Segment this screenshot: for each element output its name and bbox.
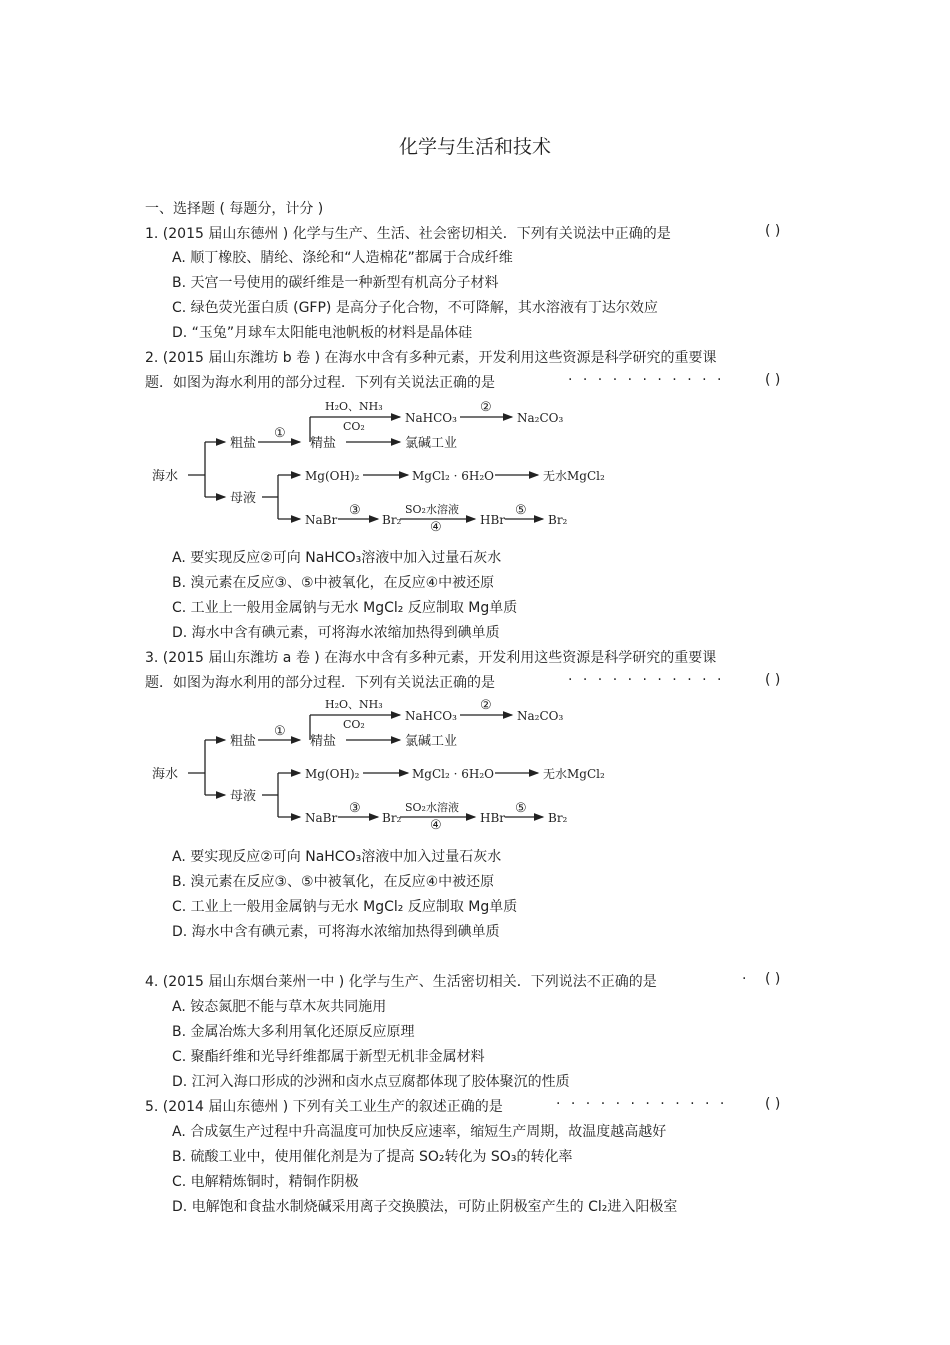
question-4-option-b: B. 金属冶炼大多利用氧化还原反应原理 [172,1024,415,1040]
question-4-answer-paren: ( ) [765,971,781,987]
diagram-so2-solution: SO₂水溶液 [405,503,459,516]
question-2-leader-dots: · · · · · · · · · · · [568,372,725,388]
question-4-leader-dots: · [742,971,750,987]
question-1-option-c: C. 绿色荧光蛋白质 (GFP) 是高分子化合物，不可降解，其水溶液有丁达尔效应 [172,300,658,316]
diagram-step-3: ③ [349,503,361,518]
diagram-step-5: ⑤ [515,503,527,518]
diagram-step-1: ① [274,426,286,441]
seawater-process-diagram-1 [150,397,620,532]
diagram-r1-reagents: H₂O、NH₃ [325,698,383,711]
question-3-answer-paren: ( ) [765,672,781,688]
diagram-r1-co2: CO₂ [343,718,365,731]
diagram-seawater: 海水 [152,767,179,782]
diagram-chlor-alkali: 氯碱工业 [405,734,458,749]
diagram-chlor-alkali: 氯碱工业 [405,436,458,451]
diagram-step-1: ① [274,724,286,739]
question-5-leader-dots: · · · · · · · · · · · · [556,1096,728,1112]
question-2-option-d: D. 海水中含有碘元素，可将海水浓缩加热得到碘单质 [172,625,500,641]
diagram-step-4: ④ [430,818,442,830]
diagram-anhydrous-mgcl2: 无水MgCl₂ [543,767,605,781]
question-3-leader-dots: · · · · · · · · · · · [568,672,725,688]
page-title: 化学与生活和技术 [398,136,551,158]
diagram-nahco3: NaHCO₃ [405,411,457,425]
question-4-option-c: C. 聚酯纤维和光导纤维都属于新型无机非金属材料 [172,1049,485,1065]
question-5-option-c: C. 电解精炼铜时，精铜作阴极 [172,1174,359,1190]
question-1-option-a: A. 顺丁橡胶、腈纶、涤纶和“人造棉花”都属于合成纤维 [172,250,513,266]
diagram-so2-solution: SO₂水溶液 [405,801,459,814]
diagram-step-4: ④ [430,520,442,532]
question-4-option-d: D. 江河入海口形成的沙洲和卤水点豆腐都体现了胶体聚沉的性质 [172,1074,570,1090]
diagram-na2co3: Na₂CO₃ [517,709,564,723]
diagram-br2-a: Br₂ [382,811,402,825]
question-1-option-d: D. “玉兔”月球车太阳能电池帆板的材料是晶体硅 [172,325,473,341]
diagram-refined-salt: 精盐 [310,436,337,451]
diagram-na2co3: Na₂CO₃ [517,411,564,425]
question-2-stem-line1: 2. (2015 届山东潍坊 b 卷 ) 在海水中含有多种元素，开发利用这些资源是科学研究的重要课 [145,350,717,366]
question-2-option-a: A. 要实现反应②可向 NaHCO₃溶液中加入过量石灰水 [172,550,502,566]
diagram-step-3: ③ [349,801,361,816]
diagram-step-5: ⑤ [515,801,527,816]
question-3-stem-line2: 题．如图为海水利用的部分过程．下列有关说法正确的是 [145,675,495,691]
question-2-answer-paren: ( ) [765,372,781,388]
diagram-mother-liquor: 母液 [230,491,257,506]
diagram-anhydrous-mgcl2: 无水MgCl₂ [543,469,605,483]
seawater-process-diagram-2 [150,695,620,830]
diagram-mgoh2: Mg(OH)₂ [305,767,360,781]
diagram-r1-reagents: H₂O、NH₃ [325,400,383,413]
diagram-refined-salt: 精盐 [310,734,337,749]
diagram-seawater: 海水 [152,469,179,484]
diagram-mother-liquor: 母液 [230,789,257,804]
diagram-nabr: NaBr [305,513,338,527]
diagram-step-2: ② [480,698,492,713]
diagram-r1-co2: CO₂ [343,420,365,433]
question-2-stem-line2: 题．如图为海水利用的部分过程．下列有关说法正确的是 [145,375,495,391]
diagram-br2-a: Br₂ [382,513,402,527]
question-5-stem: 5. (2014 届山东德州 ) 下列有关工业生产的叙述正确的是 [145,1099,503,1115]
question-5-option-b: B. 硫酸工业中，使用催化剂是为了提高 SO₂转化为 SO₃的转化率 [172,1149,573,1165]
question-4-option-a: A. 铵态氮肥不能与草木灰共同施用 [172,999,387,1015]
question-2-option-c: C. 工业上一般用金属钠与无水 MgCl₂ 反应制取 Mg单质 [172,600,518,616]
diagram-br2-b: Br₂ [548,811,568,825]
question-3-option-d: D. 海水中含有碘元素，可将海水浓缩加热得到碘单质 [172,924,500,940]
diagram-step-2: ② [480,400,492,415]
diagram-hbr: HBr [480,513,506,527]
diagram-hbr: HBr [480,811,506,825]
section-heading: 一、选择题 ( 每题分，计分 ) [145,201,324,217]
diagram-nabr: NaBr [305,811,338,825]
question-4-stem: 4. (2015 届山东烟台莱州一中 ) 化学与生产、生活密切相关．下列说法不正确的是 [145,974,657,990]
question-3-option-a: A. 要实现反应②可向 NaHCO₃溶液中加入过量石灰水 [172,849,502,865]
question-3-stem-line1: 3. (2015 届山东潍坊 a 卷 ) 在海水中含有多种元素，开发利用这些资源是科学研究的重要课 [145,650,717,666]
question-1-stem: 1. (2015 届山东德州 ) 化学与生产、生活、社会密切相关．下列有关说法中正确的是 [145,226,671,242]
question-5-option-d: D. 电解饱和食盐水制烧碱采用离子交换膜法，可防止阴极室产生的 Cl₂进入阳极室 [172,1199,678,1215]
diagram-crude-salt: 粗盐 [230,734,257,749]
diagram-mgoh2: Mg(OH)₂ [305,469,360,483]
question-1-answer-paren: ( ) [765,223,781,239]
question-2-option-b: B. 溴元素在反应③、⑤中被氧化，在反应④中被还原 [172,575,495,591]
question-5-option-a: A. 合成氨生产过程中升高温度可加快反应速率，缩短生产周期，故温度越高越好 [172,1124,667,1140]
question-3-option-b: B. 溴元素在反应③、⑤中被氧化，在反应④中被还原 [172,874,495,890]
diagram-crude-salt: 粗盐 [230,436,257,451]
diagram-nahco3: NaHCO₃ [405,709,457,723]
diagram-mgcl2-hydrate: MgCl₂ · 6H₂O [412,767,494,781]
diagram-mgcl2-hydrate: MgCl₂ · 6H₂O [412,469,494,483]
diagram-br2-b: Br₂ [548,513,568,527]
question-5-answer-paren: ( ) [765,1096,781,1112]
question-1-option-b: B. 天宫一号使用的碳纤维是一种新型有机高分子材料 [172,275,499,291]
question-3-option-c: C. 工业上一般用金属钠与无水 MgCl₂ 反应制取 Mg单质 [172,899,518,915]
